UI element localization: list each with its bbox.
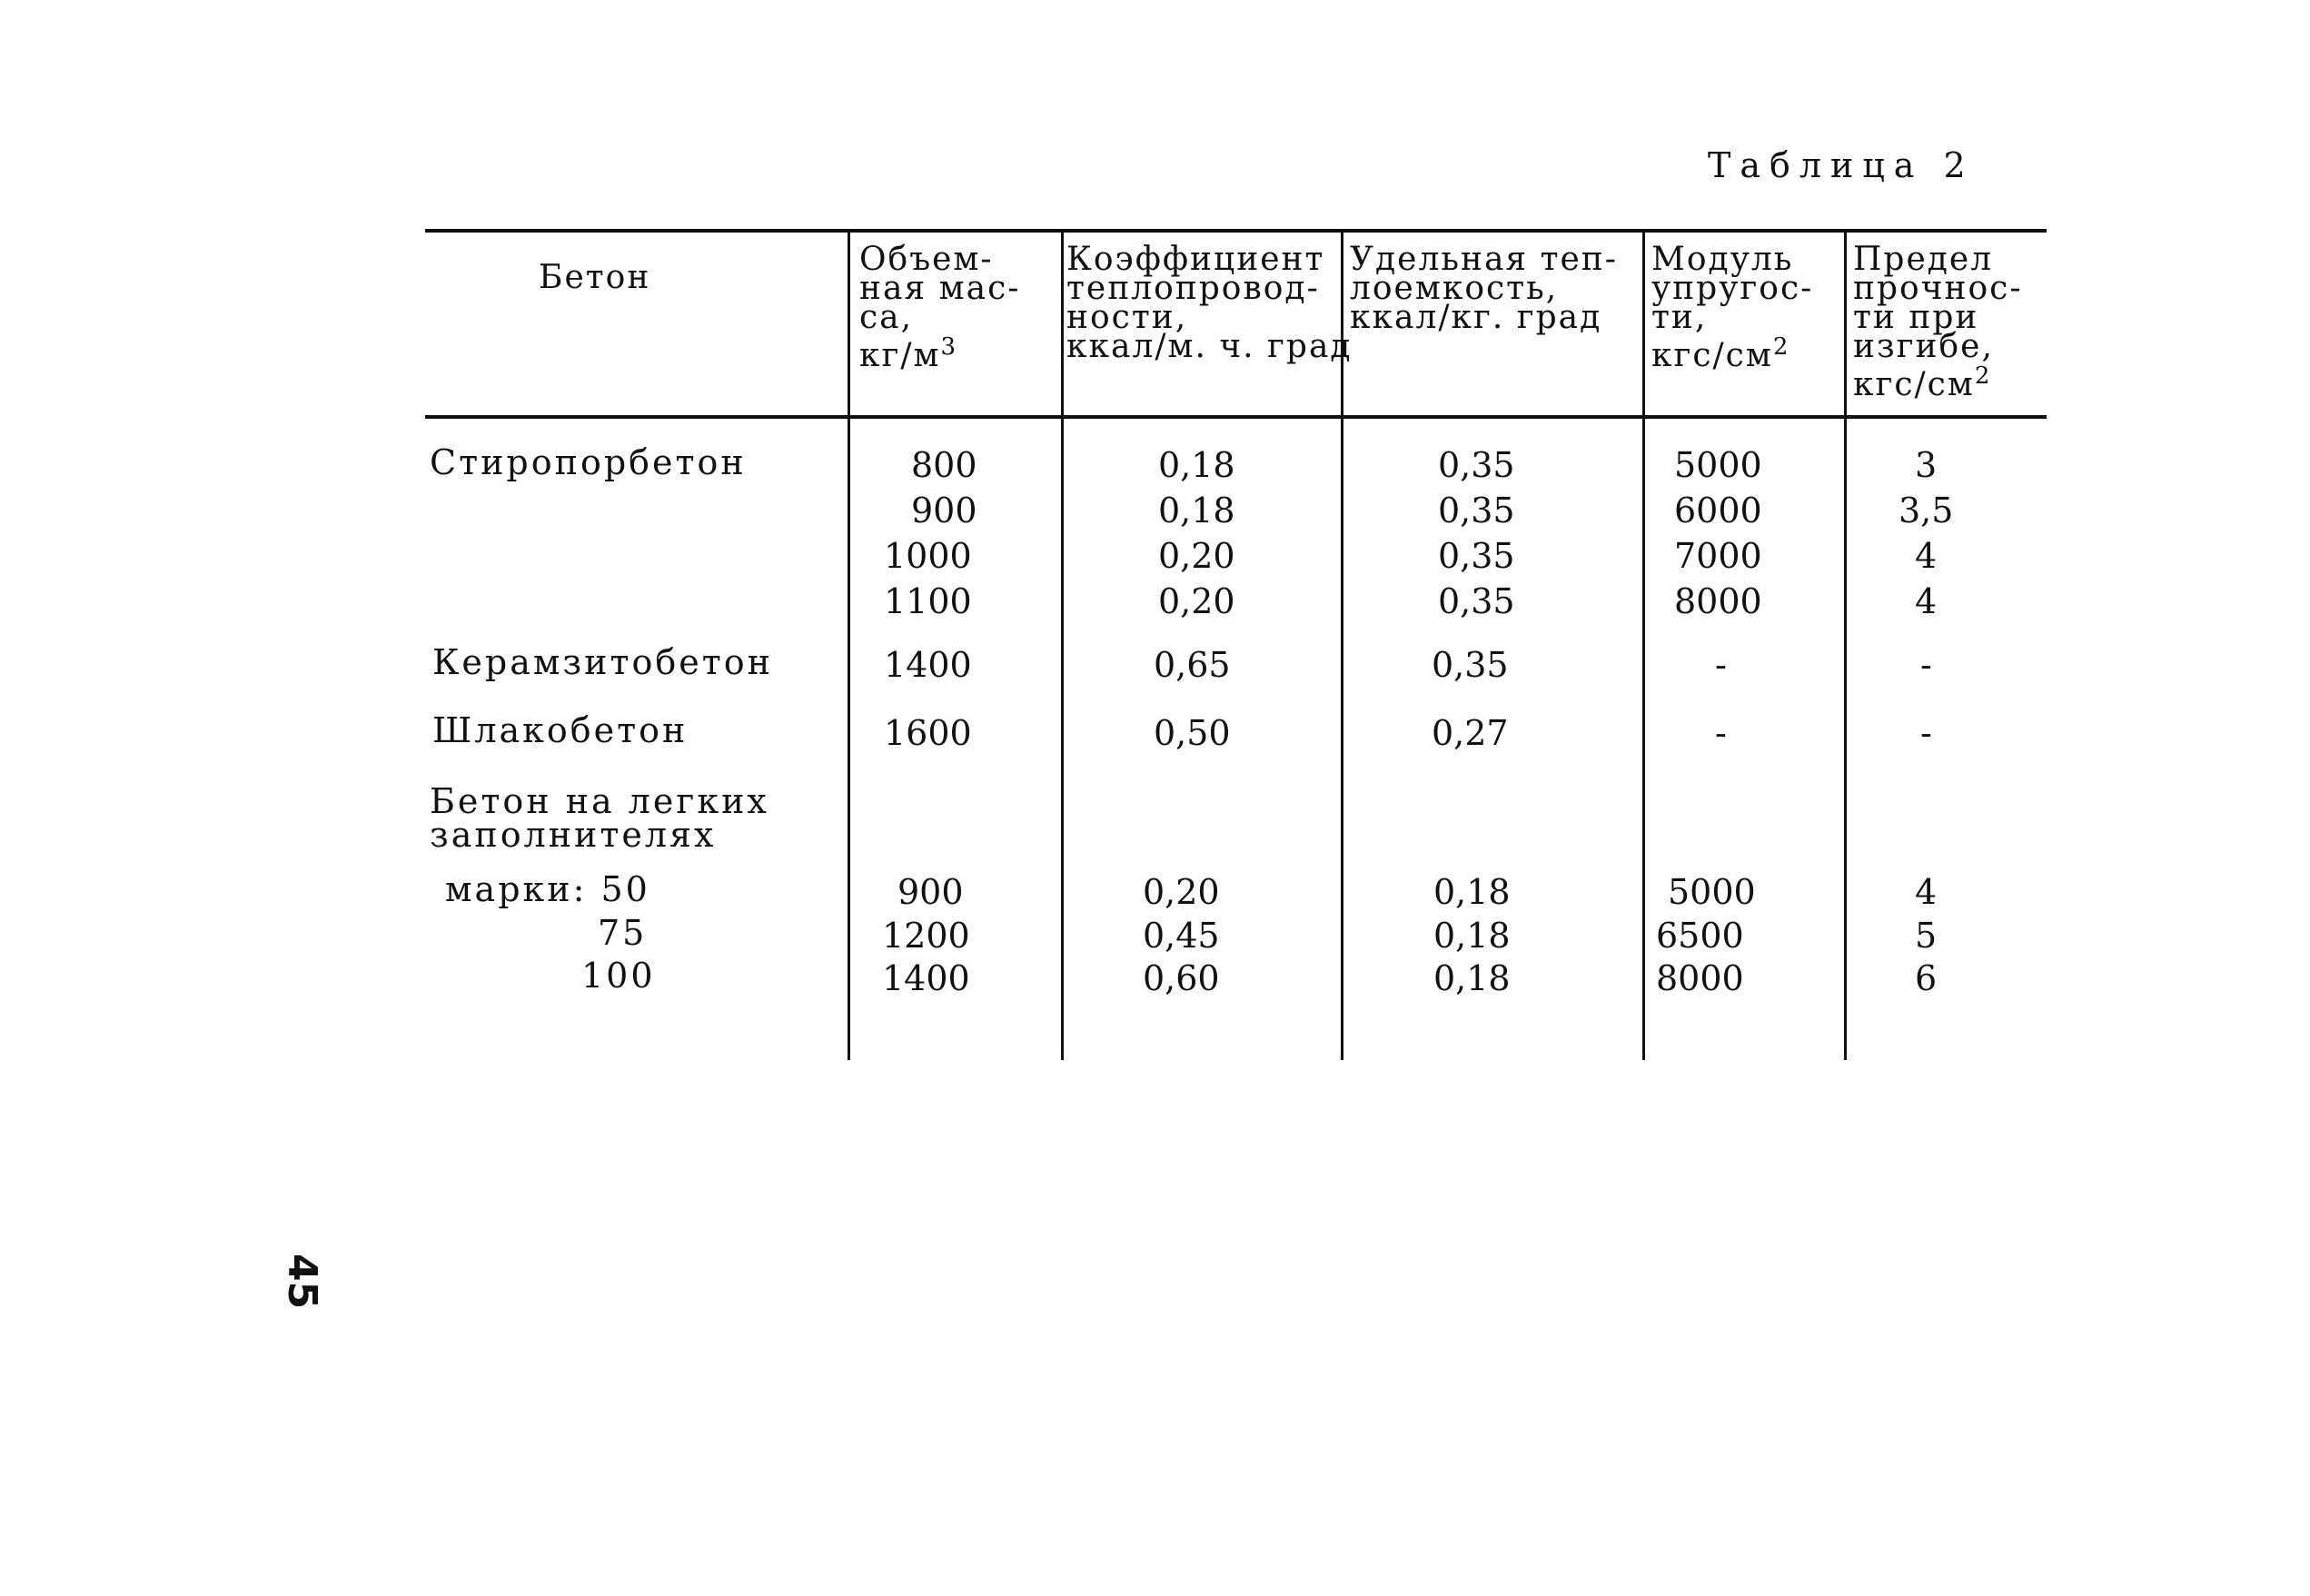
table-cell: 7000 [1674, 536, 1762, 576]
table-cell: 0,20 [1158, 581, 1235, 621]
row-label-mark-75: 75 [598, 913, 648, 953]
column-divider [848, 229, 850, 1060]
table-caption: Таблица 2 [1708, 145, 1975, 185]
row-label-shlakobeton: Шлакобетон [432, 710, 689, 750]
table-cell: 0,20 [1143, 872, 1220, 912]
table-cell: 0,27 [1432, 713, 1509, 753]
row-label-light-aggregate-cont: заполнителях [430, 815, 717, 855]
table-cell: 5000 [1668, 872, 1756, 912]
row-label-styroporbeton: Стиропорбетон [430, 442, 747, 482]
header-strength: Предел прочнос- ти при изгибе, кгс/$см^2$ [1853, 241, 2023, 403]
table-cell: 8000 [1656, 958, 1744, 998]
table-cell: 0,60 [1143, 958, 1220, 998]
table-cell: 0,50 [1154, 713, 1231, 753]
table-cell: 900 [897, 872, 964, 912]
table-cell: 1400 [884, 645, 972, 685]
table-cell: 4 [1915, 536, 1938, 576]
data-table [425, 229, 2047, 1065]
header-conductivity: Коэффициент теплопровод- ности, ккал/м. ч. град [1066, 241, 1353, 365]
column-divider [1844, 229, 1847, 1060]
table-cell: - [1920, 645, 1932, 685]
table-cell: 0,18 [1433, 872, 1511, 912]
header-heat-capacity: Удельная теп- лоемкость, ккал/кг. град [1350, 241, 1618, 336]
page-number: 45 [279, 1254, 325, 1310]
table-cell: 800 [911, 445, 977, 485]
row-label-mark-100: 100 [581, 956, 656, 996]
table-cell: 8000 [1674, 581, 1762, 621]
table-cell: 0,35 [1438, 581, 1515, 621]
table-cell: 0,35 [1438, 491, 1515, 530]
column-divider [1642, 229, 1645, 1060]
table-cell: - [1920, 713, 1932, 753]
table-cell: 6 [1915, 958, 1938, 998]
table-cell: 0,45 [1143, 916, 1220, 956]
header-bottom-rule [425, 415, 2047, 419]
table-cell: 3 [1915, 445, 1938, 485]
header-modulus: Модуль упругос- ти, кгс/$см^2$ [1651, 241, 1814, 374]
table-cell: 900 [911, 491, 977, 530]
table-cell: - [1715, 645, 1727, 685]
header-beton: Бетон [539, 259, 651, 296]
table-cell: 0,35 [1432, 645, 1509, 685]
row-label-keramzitobeton: Керамзитобетон [432, 642, 773, 682]
table-cell: 0,18 [1158, 445, 1235, 485]
table-cell: 0,18 [1158, 491, 1235, 530]
table-cell: 0,20 [1158, 536, 1235, 576]
table-cell: 4 [1915, 872, 1938, 912]
table-cell: 6000 [1674, 491, 1762, 530]
table-cell: 1400 [882, 958, 970, 998]
table-cell: - [1715, 713, 1727, 753]
table-cell: 5000 [1674, 445, 1762, 485]
table-cell: 1100 [884, 581, 972, 621]
table-cell: 0,18 [1433, 958, 1511, 998]
table-cell: 1600 [884, 713, 972, 753]
table-cell: 0,35 [1438, 536, 1515, 576]
table-cell: 1000 [884, 536, 972, 576]
table-cell: 6500 [1656, 916, 1744, 956]
column-divider [1061, 229, 1064, 1060]
table-cell: 5 [1915, 916, 1938, 956]
table-top-rule [425, 229, 2047, 233]
table-cell: 0,18 [1433, 916, 1511, 956]
table-cell: 3,5 [1899, 491, 1954, 530]
row-label-mark-50: марки: 50 [445, 869, 650, 909]
header-density: Объем- ная мас- са, $кг/м^3$ [859, 241, 1021, 374]
table-cell: 4 [1915, 581, 1938, 621]
row-label-light-aggregate: Бетон на легких [430, 781, 769, 821]
table-cell: 0,65 [1154, 645, 1231, 685]
table-cell: 0,35 [1438, 445, 1515, 485]
table-cell: 1200 [882, 916, 970, 956]
